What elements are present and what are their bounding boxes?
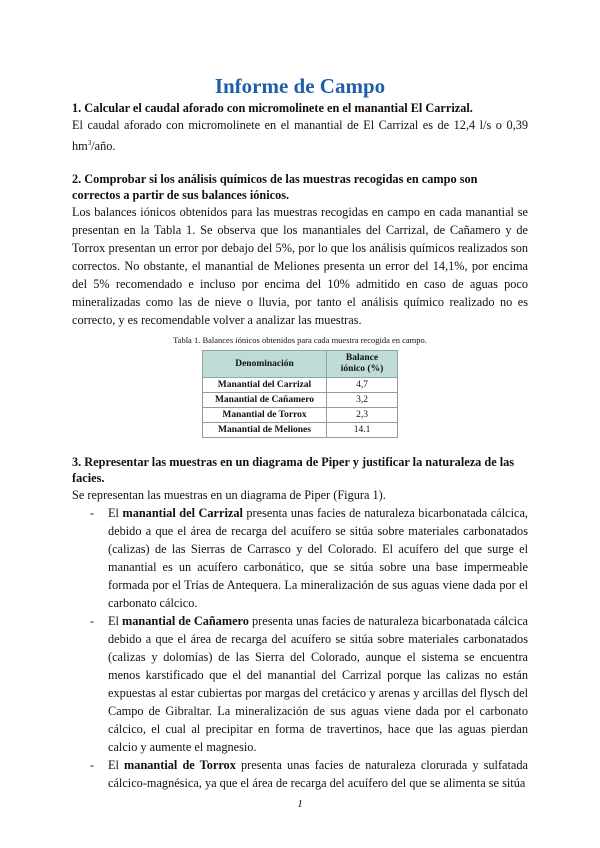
row-name: Manantial de Torrox — [203, 408, 327, 423]
table-row — [203, 393, 398, 408]
row-name: Manantial del Carrizal — [203, 378, 327, 393]
bullet-bold: manantial del Carrizal — [122, 506, 243, 521]
section-1-paragraph — [72, 116, 528, 155]
section-1-text-end: /año. — [91, 139, 116, 154]
row-name: Manantial de Meliones — [203, 423, 327, 438]
bullet-dash: - — [90, 614, 95, 629]
list-item — [72, 504, 528, 612]
document-title: Informe de Campo — [214, 74, 386, 98]
table-row — [203, 423, 398, 438]
row-name: Manantial de Cañamero — [203, 393, 327, 408]
table-row — [203, 378, 398, 393]
facies-list — [72, 504, 528, 792]
section-3-intro: Se representan las muestras en un diagrama de Piper (Figura 1). — [72, 488, 386, 503]
bullet-prefix: El — [108, 506, 123, 521]
bullet-text: presenta unas facies de naturaleza bicarbonatada cálcica debido a que el área de recarga del acuífero se sitúa sobre materiales carbonatados (calizas y dolomías) de las Sierra del Colorado, aunque el sistema se encuentra menos karstificado que el del manantial del Carrizal porque las calizas no están expuestas al estar cubiertas por margas del cretácico y arenas y arcillas del flysch del Campo de Gibraltar. La mineralización de sus aguas viene dada por el carbonato cálcico, el cual al precipitar en forma de travertinos, hace que las aguas pierdan calcio y aumente el magnesio. — [108, 614, 528, 755]
row-value: 2,3 — [327, 408, 398, 423]
bullet-dash: - — [90, 758, 95, 773]
list-item — [72, 612, 528, 756]
list-item — [72, 756, 528, 792]
bullet-prefix: El — [108, 758, 125, 773]
row-value: 4,7 — [327, 378, 398, 393]
spacer — [72, 438, 528, 454]
section-2-heading: 2. Comprobar si los análisis químicos de las muestras recogidas en campo son correctos a partir de sus balances iónicos. — [72, 172, 478, 203]
header-balance — [327, 351, 398, 378]
row-value: 3,2 — [327, 393, 398, 408]
row-value: 14.1 — [327, 423, 398, 438]
ionic-balance-table — [202, 350, 398, 438]
section-3-heading: 3. Representar las muestras en un diagrama de Piper y justificar la naturaleza de las facies. — [72, 455, 515, 486]
bullet-prefix: El — [108, 614, 123, 629]
bullet-bold: manantial de Cañamero — [122, 614, 249, 629]
table-caption: Tabla 1. Balances iónicos obtenidos para cada muestra recogida en campo. — [173, 335, 427, 346]
bullet-text: presenta unas facies de naturaleza clorurada y sulfatada cálcico-magnésica, ya que el área de recarga del acuífero del que se alimenta se sitúa — [108, 758, 528, 791]
table-row — [203, 408, 398, 423]
bullet-dash: - — [90, 506, 95, 521]
spacer — [72, 155, 528, 171]
header-denominacion: Denominación — [203, 351, 327, 378]
page-number: 1 — [297, 798, 303, 810]
section-1-text: El caudal aforado con micromolinete en el manantial de El Carrizal es de 12,4 l/s o 0,39 hm — [72, 118, 528, 154]
bullet-bold: manantial de Torrox — [124, 758, 236, 773]
header-balance-line2: iónico (%) — [340, 364, 384, 375]
section-2-paragraph: Los balances iónicos obtenidos para las muestras recogidas en campo en cada manantial se presentan en la Tabla 1. Se observa que los manantiales del Carrizal, de Cañamero y de Torrox presentan un error por debajo del 5%, por lo que los análisis químicos realizados son correctos. No obstante, el manantial de Meliones presenta un error del 14,1%, por encima del 5% recomendado e incluso por encima del 10% admitido en caso de aguas poco mineralizadas como las de nieve o lluvia, por tanto el análisis químico realizado no es correcto, y es recomendable volver a analizar las muestras. — [72, 205, 528, 328]
bullet-text: presenta unas facies de naturaleza bicarbonatada cálcica, debido a que el área de recarga del acuífero se sitúa sobre materiales carbonatados (calizas) de las Sierras de Carrasco y del Colorado. El acuífero del que surge el manantial es un acuífero carbonático, que se sitúa sobre una base impermeable formada por el Trías de Antequera. La mineralización de sus aguas viene dada por el carbonato cálcico. — [108, 506, 528, 611]
section-1-heading: 1. Calcular el caudal aforado con micromolinete en el manantial El Carrizal. — [72, 101, 473, 115]
superscript-three: 3 — [87, 139, 92, 147]
document-page — [72, 72, 528, 792]
table-header-row — [203, 351, 398, 378]
header-balance-line1: Balance — [345, 353, 379, 364]
